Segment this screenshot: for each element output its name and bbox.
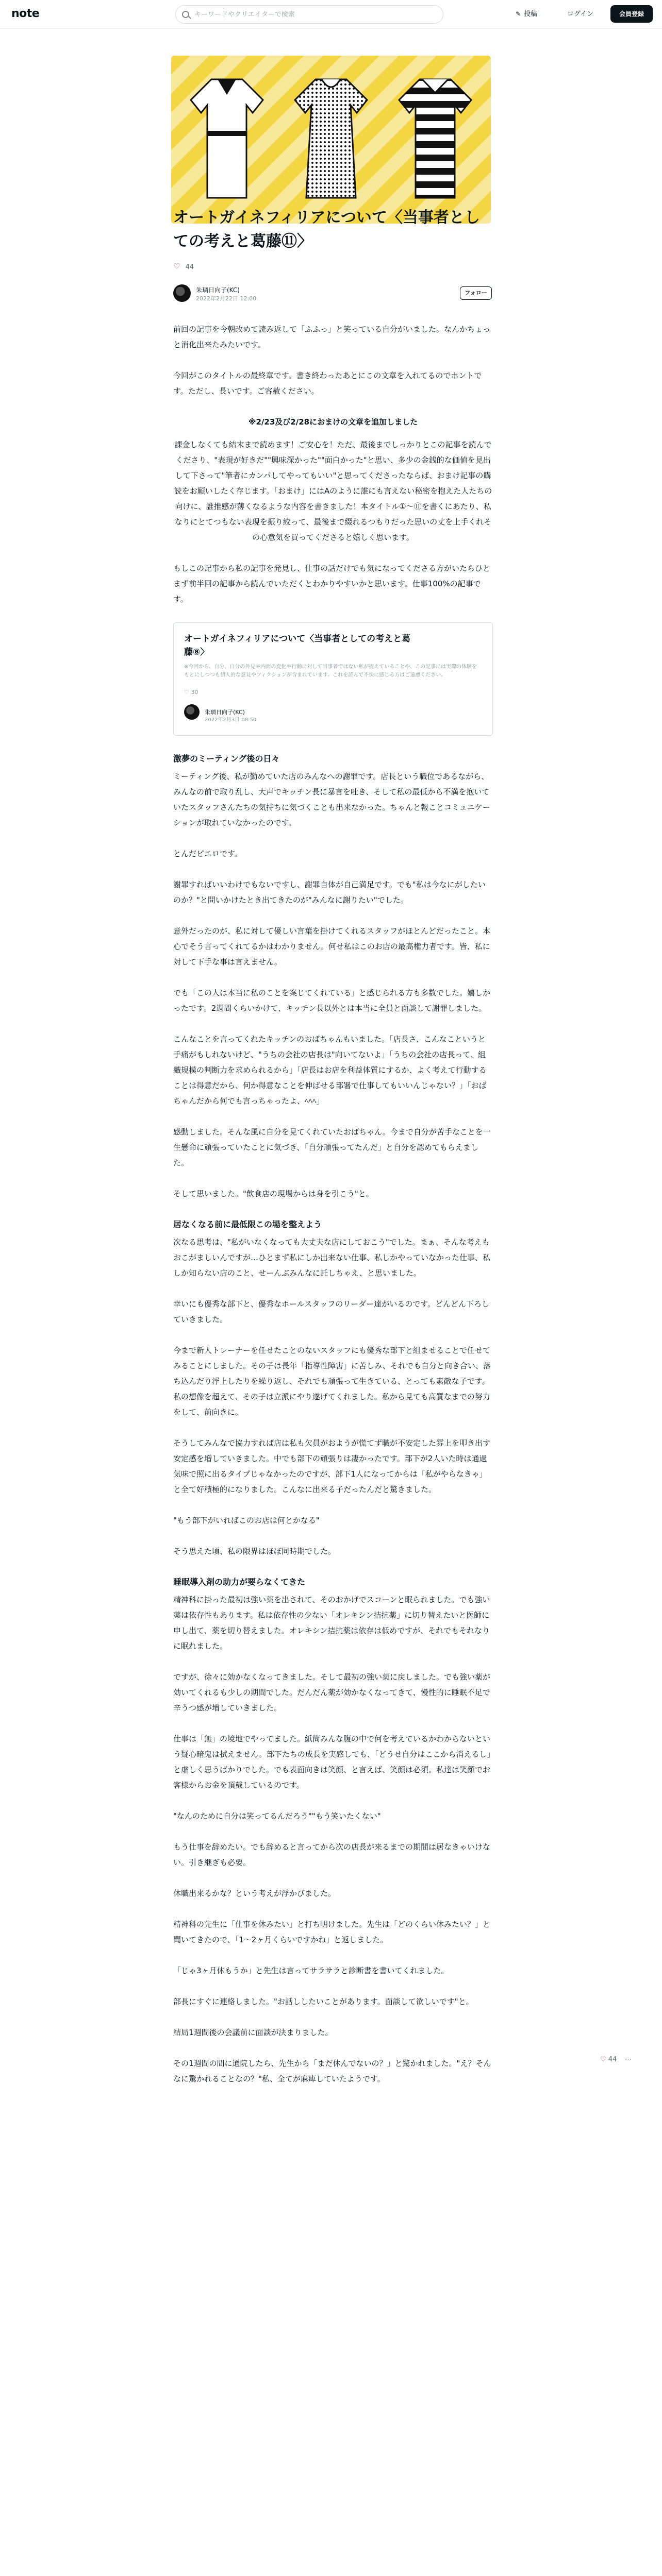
- like-count: 44: [185, 263, 194, 271]
- signup-button[interactable]: 会員登録: [610, 5, 653, 23]
- card-date: 2022年2月3日 08:50: [205, 717, 257, 723]
- avatar[interactable]: [173, 284, 191, 302]
- publish-date: 2022年2月22日 12:00: [196, 295, 257, 302]
- paragraph: 幸いにも優秀な部下と、優秀なホールスタッフのリーダー達がいるのです。どんどん下ろしていきました。: [173, 1299, 490, 1324]
- paragraph: そうしてみんなで協力すれば店は私も欠員がおようが慌てず職が不安定した雰上を叩き出す安定感を増していきました。中でも部下の頑張りは凄かったです。部下が2人いた時は通過気味で照に出るタイプじゃなかったのですが、部下1人になってからは「私がやらなきゃ」と全て好積極的になりました。こんなに出来る子だったんだと驚きました。: [173, 1438, 491, 1494]
- card-author-name: 朱璃日向子(KC): [205, 709, 245, 716]
- post-button[interactable]: [516, 8, 537, 18]
- note-logo[interactable]: note: [11, 7, 40, 20]
- search-box[interactable]: [175, 5, 443, 24]
- section-heading: 居なくなる前に最低限この場を整えよう: [173, 1219, 322, 1229]
- paragraph: 次なる思考は、"私がいなくなっても大丈夫な店にしておこう"でした。まぁ、そんな考えもおこがましいんですが…ひとまず私にしか出来ない仕事、私しかやっていなかった仕事、私しか知らない店のこと、せーんぶみんなに託しちゃえ、と思いました。: [173, 1238, 491, 1278]
- heart-icon: ♡: [600, 2056, 606, 2063]
- share-button[interactable]: [625, 2056, 632, 2063]
- author-name[interactable]: 朱璃日向子(KC): [196, 286, 240, 294]
- embedded-article-card[interactable]: [173, 622, 493, 736]
- paragraph: でも「この人は本当に私のことを案じてくれている」と感じられる方も多数でした。嬉しかったです。2週間くらいかけて、キッチン長以外とは本当に全員と面談して謝罪しました。: [173, 988, 491, 1013]
- section-heading: 睡眠導入剤の助力が要らなくてきた: [173, 1577, 306, 1587]
- white-dress-illustration: [186, 74, 268, 203]
- paragraph: そして思いました。"飲食店の現場からは身を引こう"と。: [173, 1189, 374, 1198]
- paragraph: 今まで新人トレーナーを任せたことのないスタッフにも優秀な部下と組ませることで任せてみることにしました。その子は長年「指導性障害」に苦しみ、それでも自分と向き合い、落ち込んだり浮上したりを繰り返し、それでも頑張って生きている、とっても素敵な子です。私の想像を超えて、その子は立派にやり遂げてくれました。私から見ても高質なまでの努力をして、前向きに。: [173, 1346, 491, 1417]
- paragraph: 感動しました。そんな風に自分を見てくれていたおばちゃん。今まで自分が苦手なことを一生懸命に頑張っていたことに気づき、「自分頑張ってたんだ」と自分を認めてもらえました。: [173, 1127, 491, 1167]
- heart-icon[interactable]: ♡: [173, 262, 180, 271]
- paragraph: その1週間の間に通院したら、先生から「まだ休んでないの？」と驚かれました。"え？そんなに驚かれることなの？"私、全てが麻痺していたようです。: [173, 2059, 491, 2083]
- paragraph: もう仕事を辞めたい。でも辞めると言ってから次の店長が来るまでの期間は居なきゃいけない。引き継ぎも必要。: [173, 1842, 491, 1867]
- avatar: [184, 704, 200, 720]
- card-title: オートガイネフィリアについて〈当事者としての考えと葛藤⑧〉: [184, 634, 411, 657]
- card-description: ※今回から、自分、自分の外見や内面の変化や行動に対して当事者ではない私が捉えていることや、この記事には実際の体験をもとにしつつも個人的な意見やフィクションが含まれています。これを読んで不快に感じる方はご遠慮ください。: [184, 664, 477, 678]
- paragraph: "なんのために自分は笑ってるんだろう""もう笑いたくない": [173, 1811, 381, 1821]
- paragraph: 仕事は「無」の境地でやってました。紙筒みんな腹の中で何を考えているかわからないという疑心暗鬼は拭えません。部下たちの成長を実感しても、「どうせ自分はここから消えるし」と虚しく思うばかりでした。でも表面向きは笑顔、と言えば、笑顔は必須。私達は笑顔でお客様からお金を頂戴しているのです。: [173, 1734, 491, 1790]
- paragraph: ですが、徐々に効かなくなってきました。そして最初の強い薬に戻しました。でも強い薬が効いてくれるも少しの期間でした。だんだん薬が効かなくなってきて、慢性的に睡眠不足で辛うつ感が増していきました。: [173, 1672, 491, 1713]
- paragraph: 今回がこのタイトルの最終章です。書き終わったあとにこの文章を入れてるのでホントです。ただし、長いです。ご容赦ください。: [173, 371, 482, 396]
- floating-like-count: 44: [608, 2056, 617, 2063]
- notice-heading: ※2/23及び2/28におまけの文章を追加しました: [248, 417, 418, 427]
- search-icon: [182, 11, 189, 18]
- paragraph: 謝罪すればいいわけでもないですし、謝罪自体が自己満足です。でも"私は今なにがしたいのか？"と問いかけたとき出てきたのが"みんなに謝りたい"でした。: [173, 880, 486, 905]
- paragraph: こんなことを言ってくれたキッチンのおばちゃんもいました。「店長さ、こんなこというと手痛がもしれないけど、"うちの会社の店長は"向いてないよ」「うちの会社の店長って、組織規模の判断力を求められるから」「店長はお店を利益体質にするか、よく考えて行動することは得意だから、何か得意なことを伸ばせる部署で仕事してもいいんじゃない？」「おばちゃんだから何でも言っちゃったよ、ﾍﾍﾍ」: [173, 1035, 487, 1106]
- login-button[interactable]: ログイン: [567, 10, 594, 18]
- striped-dress-illustration: [394, 74, 476, 203]
- card-likes: [184, 685, 482, 700]
- site-header: [0, 0, 662, 29]
- paragraph: 結局1週間後の会議前に面談が決まりました。: [173, 2028, 333, 2037]
- paragraph: ミーティング後、私が勤めていた店のみんなへの謝罪です。店長という職位であるながら、みんなの前で取り乱し、大声でキッチン長に暴言を吐き、そして私の最低から不満を抱いていたスタッフさんたちの気持ちに気づくことも出来なかった。ちゃんと報ことコミュニケーションが取れていなかったのです。: [173, 772, 490, 827]
- paragraph: 精神科の先生に「仕事を休みたい」と打ち明けました。先生は「どのくらい休みたい？」と聞いてきたので、「1〜2ヶ月くらいですかね」と返しました。: [173, 1920, 491, 1944]
- dotted-dress-illustration: [290, 74, 372, 203]
- article-title: オートガイネフィリアについて〈当事者としての考えと葛藤⑪〉: [173, 209, 480, 250]
- pen-icon: ✎: [516, 10, 521, 18]
- card-like-count: 30: [191, 689, 198, 696]
- paragraph: そう思えた頃、私の限界はほぼ同時期でした。: [173, 1547, 336, 1556]
- paragraph: 「じゃ3ヶ月休もうか」と先生は言ってサラサラと診断書を書いてくれました。: [173, 1966, 449, 1975]
- paragraph: もしこの記事から私の記事を発見し、仕事の話だけでも気になってくださる方がいたらひとまず前半回の記事から読んでいただくとわかりやすいかと思います。仕事100%の記事です。: [173, 564, 491, 604]
- paragraph: "もう部下がいればこのお店は何とかなる": [173, 1516, 320, 1525]
- paragraph: 意外だったのが、私に対して優しい言葉を掛けてくれるスタッフがほとんどだったこと。本心でそう言ってくれてるかはわかりません。何せ私はこのお店の最高権力者です。皆、私に対して下手な事は言えません。: [173, 926, 491, 967]
- search-input[interactable]: [194, 9, 437, 20]
- paragraph: 前回の記事を今朝改めて読み返して「ふふっ」と笑っている自分がいました。なんかちょっと消化出来たみたいです。: [173, 325, 491, 349]
- paragraph: 休職出来るかな？という考えが浮かびました。: [173, 1889, 336, 1898]
- heart-icon: ♡: [184, 689, 191, 696]
- follow-button[interactable]: フォロー: [460, 286, 492, 300]
- article-body: [173, 321, 493, 2102]
- post-label: 投稿: [524, 10, 538, 18]
- paragraph: 部長にすぐに連絡しました。"お話ししたいことがあります。面談して欲しいです"と。: [173, 1997, 474, 2006]
- notice-text: 課金しなくても結末まで読めます！ご安心を！ただ、最後までしっかりとこの記事を読んでくださり、"表現が好きだ""興味深かった""面白かった"と思い、多少の金銭的な価値を見出して下さって"筆者にカンパしてやってもいい"と思ってくださったならば、おまけ記事の購読をお願いしたく存じます。「おまけ」にはAのように誰にも言えない秘密を抱えた人たちの向けに、誰推感が薄くなるような内容を書きました！本タイトル①〜⑪を書くにあたり、私なりにとてつもない表現を振り絞って、最後まで綴れるつもりだった思いの丈を上手くれその心意気を買ってくださると嬉しく思います。: [174, 440, 492, 542]
- paragraph: とんだピエロです。: [173, 849, 242, 858]
- paragraph: 精神科に掛った最初は強い薬を出されて、そのおかげでスコーンと眠られました。でも強い薬は依存性もあります。私は依存性の少ない「オレキシン拮抗薬」に切り替えたいと医師に申し出て、薬を切り替えました。オレキシン拮抗薬は依存は低めですが、それでもそれなりに眠れました。: [173, 1595, 490, 1651]
- like-row[interactable]: [173, 262, 194, 271]
- floating-like-button[interactable]: [600, 2056, 617, 2063]
- author-block: [173, 284, 493, 307]
- section-heading: 激夢のミーティング後の日々: [173, 754, 280, 764]
- hero-image: [171, 56, 491, 224]
- share-icon: ⋯: [625, 2056, 632, 2063]
